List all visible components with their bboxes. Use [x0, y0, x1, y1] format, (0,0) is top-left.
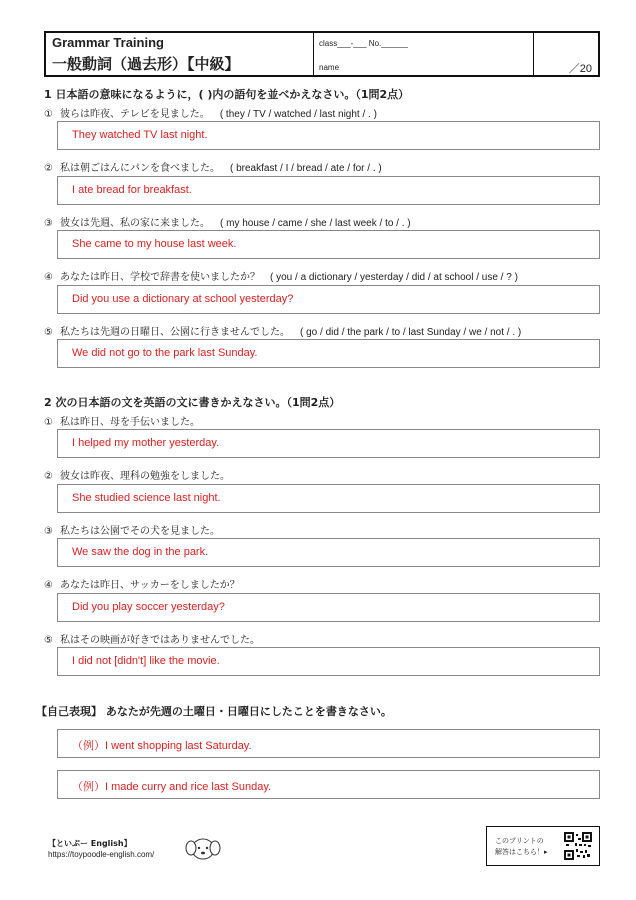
site-url[interactable]: https://toypoodle-english.com/ — [48, 850, 155, 859]
s1-answer-box-5 — [57, 339, 600, 368]
s2-answer-box-3 — [57, 538, 600, 567]
answer-text: （例）I made curry and rice last Sunday. — [72, 781, 272, 793]
s3-answer-box-1 — [57, 729, 600, 758]
s3-answer-box-2 — [57, 770, 600, 799]
s1-answer-box-3 — [57, 230, 600, 259]
s2-answer-box-5 — [57, 647, 600, 676]
s2-answer-box-1 — [57, 429, 600, 458]
s1-question-5: ⑤ 私たちは先週の日曜日、公園に行きませんでした。 ( go / did / the park / to / last Sunday / we / not / . ) — [44, 327, 522, 338]
answer-text: We did not go to the park last Sunday. — [72, 347, 258, 359]
s2-answer-box-4 — [57, 593, 600, 622]
section3-title: 【自己表現】 あなたが先週の土曜日・日曜日にしたことを書きなさい。 — [36, 705, 392, 718]
answer-text: We saw the dog in the park. — [72, 546, 209, 558]
answer-text: I helped my mother yesterday. — [72, 437, 220, 449]
answer-text: Did you play soccer yesterday? — [72, 601, 225, 613]
s2-question-1: ① 私は昨日、母を手伝いました。 — [44, 417, 200, 428]
qr-caption-line2: 解答はこちら！▸ — [495, 848, 548, 856]
qr-caption-line1: このプリントの — [495, 837, 544, 845]
answer-text: I did not [didn't] like the movie. — [72, 655, 220, 667]
poodle-mascot-icon — [183, 833, 223, 863]
s2-question-5: ⑤ 私はその映画が好きではありませんでした。 — [44, 635, 260, 646]
answer-text: She came to my house last week. — [72, 238, 237, 250]
worksheet-header — [44, 31, 600, 77]
s1-question-2: ② 私は朝ごはんにパンを食べました。 ( breakfast / I / bread / ate / for / . ) — [44, 163, 382, 174]
s1-question-1: ① 彼らは昨夜、テレビを見ました。 ( they / TV / watched / last night / . ) — [44, 109, 377, 120]
answer-text: She studied science last night. — [72, 492, 221, 504]
s2-question-3: ③ 私たちは公園でその犬を見ました。 — [44, 526, 220, 537]
title-japanese: 一般動詞（過去形）【中級】 — [52, 55, 240, 73]
answer-text: Did you use a dictionary at school yesterday? — [72, 293, 294, 305]
answer-text: I ate bread for breakfast. — [72, 184, 192, 196]
section2-title: 2 次の日本語の文を英語の文に書きかえなさい。（1問2点） — [44, 396, 341, 409]
brand-name: 【といぷー English】 — [48, 839, 132, 848]
answer-qr-panel[interactable] — [486, 826, 600, 866]
s1-answer-box-4 — [57, 285, 600, 314]
class-number-field: class___-___ No.______ — [319, 39, 408, 48]
s1-answer-box-1 — [57, 121, 600, 150]
s2-question-2: ② 彼女は昨夜、理科の勉強をしました。 — [44, 471, 230, 482]
s1-question-4: ④ あなたは昨日、学校で辞書を使いましたか？ ( you / a dictionary / yesterday / did / at school / use / ? ) — [44, 272, 518, 283]
answer-text: （例）I went shopping last Saturday. — [72, 740, 252, 752]
s1-question-3: ③ 彼女は先週、私の家に来ました。 ( my house / came / she / last week / to / . ) — [44, 218, 411, 229]
section1-title: 1 日本語の意味になるように，( )内の語句を並べかえなさい。（1問2点） — [44, 88, 410, 101]
title-english: Grammar Training — [52, 35, 164, 50]
answer-text: They watched TV last night. — [72, 129, 208, 141]
s2-answer-box-2 — [57, 484, 600, 513]
qr-code-icon[interactable] — [564, 832, 592, 860]
s2-question-4: ④ あなたは昨日、サッカーをしましたか？ — [44, 580, 240, 591]
score-total: ／20 — [568, 63, 592, 75]
s1-answer-box-2 — [57, 176, 600, 205]
name-field: name — [319, 63, 340, 72]
